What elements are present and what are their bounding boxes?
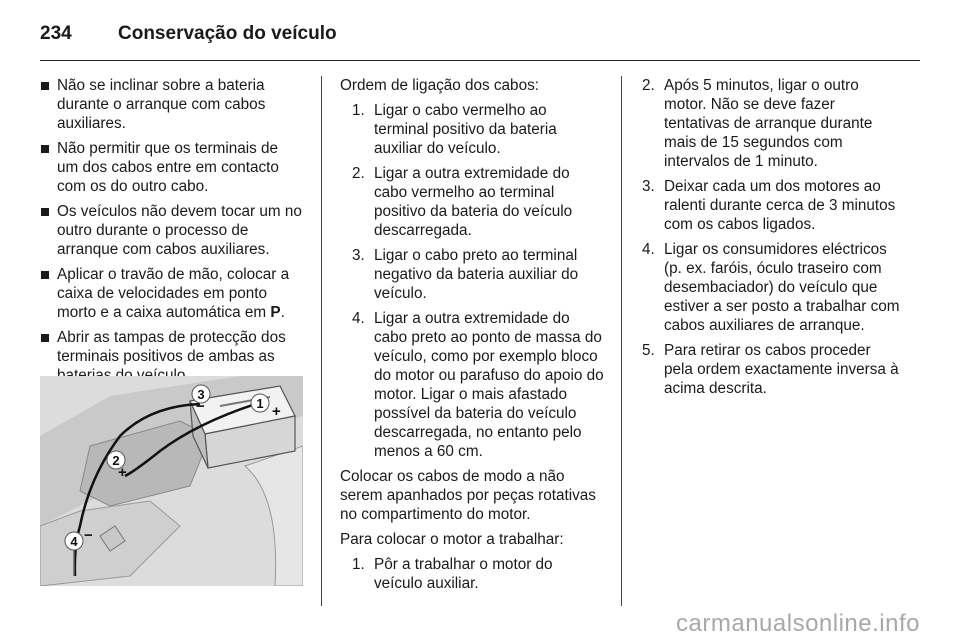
step-item: [640, 177, 902, 234]
step-number: 5.: [642, 342, 655, 359]
jump-start-illustration: [40, 376, 303, 586]
step-item: [350, 246, 605, 303]
column-1: [40, 76, 302, 391]
step-text: Ligar os consumidores eléctricos (p. ex. faróis, óculo traseiro com desembaciador) do veículo que estiver a ser posto a trabalhar com cabos auxiliares de arranque.: [664, 241, 900, 334]
page-number: 234: [40, 23, 72, 44]
column-3: [640, 76, 902, 404]
gear-position-p: P: [270, 304, 281, 321]
step-number: 2.: [352, 165, 365, 182]
callout-label: 4: [70, 534, 78, 549]
step-number: 1.: [352, 102, 365, 119]
header-rule: [40, 60, 920, 61]
step-number: 2.: [642, 77, 655, 94]
step-text: Ligar a outra extremidade do cabo preto ao ponto de massa do veículo, como por exemplo bloco do motor ou parafuso do apoio do motor. Ligar o mais afastado possível da bateria do veículo descarregada, no entanto pelo menos a 60 cm.: [374, 310, 604, 460]
bullet-item: Os veículos não devem tocar um no outro durante o processo de arranque com cabos auxiliares.: [40, 202, 302, 259]
step-number: 4.: [642, 241, 655, 258]
column-2: [340, 76, 605, 599]
column-divider-2: [621, 76, 622, 606]
bullet-item: Abrir as tampas de protecção dos terminais positivos de ambas as: [40, 328, 302, 385]
step-item: [350, 101, 605, 158]
watermark: carmanualsonline.info: [676, 610, 920, 637]
page-header: [40, 14, 920, 54]
minus-sign: −: [196, 398, 205, 415]
callout-label: 2: [112, 453, 120, 468]
bullet-item: Não permitir que os terminais de um dos cabos entre em contacto com os do outro cabo.: [40, 139, 302, 196]
plus-sign: +: [272, 403, 281, 420]
page-title: Conservação do veículo: [118, 23, 337, 44]
callout-label: 1: [256, 396, 264, 411]
cables-paragraph: Colocar os cabos de modo a não serem apanhados por peças rotativas no compartimento do motor.: [340, 468, 596, 523]
column-divider-1: [321, 76, 322, 606]
order-heading: Ordem de ligação dos cabos:: [340, 77, 539, 94]
step-text: Ligar a outra extremidade do cabo vermelho ao terminal positivo da bateria do veículo descarregada.: [374, 165, 573, 239]
callout-label: 3: [197, 387, 205, 402]
step-item: [640, 76, 902, 171]
step-number: 3.: [642, 178, 655, 195]
step-number: 4.: [352, 310, 365, 327]
step-item: [350, 164, 605, 240]
step-item: [640, 341, 902, 398]
step-item: [350, 555, 605, 593]
bullet-punctuation: .: [280, 304, 285, 321]
step-item: [350, 309, 605, 461]
plus-sign: +: [118, 464, 127, 481]
step-text: Ligar o cabo vermelho ao terminal positivo da bateria auxiliar do veículo.: [374, 102, 557, 157]
engine-bay-drawing: [40, 376, 303, 586]
start-heading: Para colocar o motor a trabalhar:: [340, 531, 564, 548]
bullet-item: [40, 265, 302, 322]
step-text: Deixar cada um dos motores ao ralenti durante cerca de 3 minutos com os cabos ligados.: [664, 178, 896, 233]
minus-sign: −: [84, 527, 93, 544]
step-text: Ligar o cabo preto ao terminal negativo da bateria auxiliar do veículo.: [374, 247, 579, 302]
step-number: 3.: [352, 247, 365, 264]
step-number: 1.: [352, 556, 365, 573]
step-item: [640, 240, 902, 335]
step-text: Para retirar os cabos proceder pela ordem exactamente inversa à acima descrita.: [664, 342, 899, 397]
bullet-text: Aplicar o travão de mão, colocar a caixa de velocidades em ponto morto e a caixa automática em: [57, 266, 290, 321]
step-text: Após 5 minutos, ligar o outro motor. Não se deve fazer tentativas de arranque durante mais de 15 segundos com intervalos de 1 minuto.: [664, 77, 873, 170]
step-text: Pôr a trabalhar o motor do veículo auxiliar.: [374, 556, 553, 592]
bullet-item: Não se inclinar sobre a bateria durante o arranque com cabos auxiliares.: [40, 76, 302, 133]
